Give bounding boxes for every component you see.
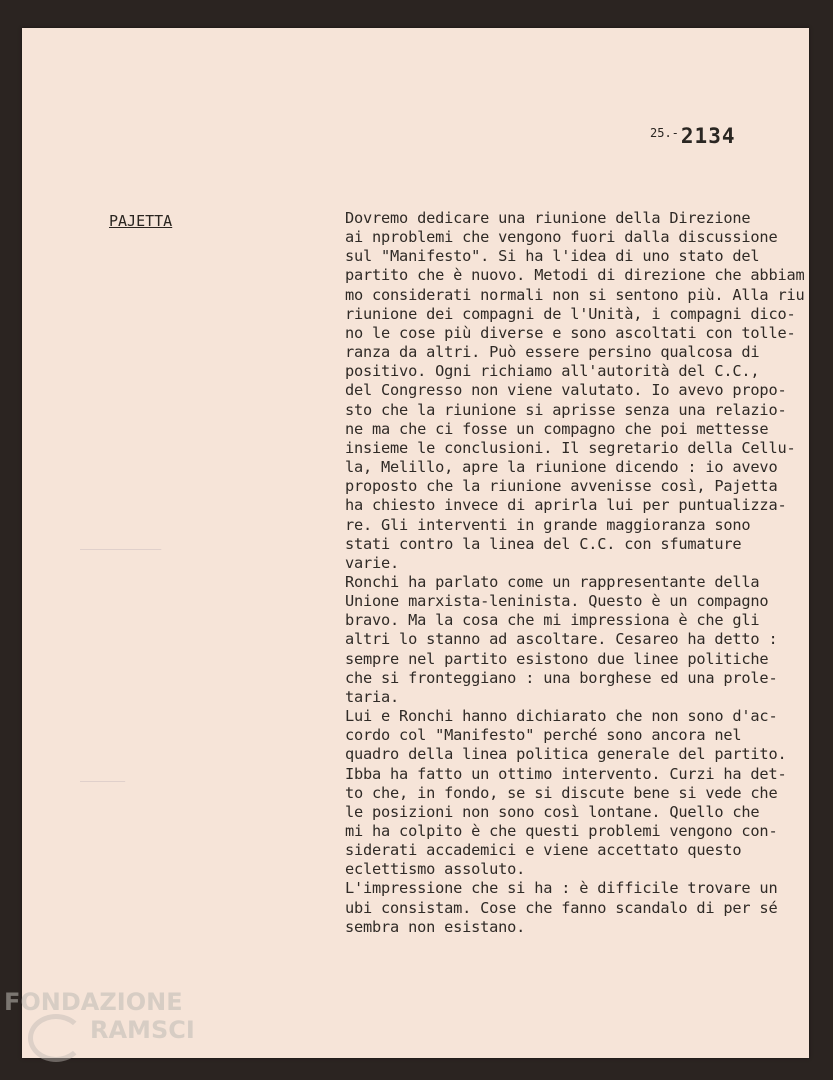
text-line: sto che la riunione si aprisse senza una relazio-: [345, 400, 787, 419]
text-line: eclettismo assoluto.: [345, 860, 526, 879]
bleed-through-heading: [80, 534, 161, 552]
text-line: la, Melillo, apre la riunione dicendo : io avevo: [345, 458, 778, 477]
text-line: del Congresso non viene valutato. Io avevo propo-: [345, 381, 787, 400]
watermark-line-2: RAMSCI: [90, 1016, 195, 1044]
text-line: L'impressione che si ha : è difficile trovare un: [345, 879, 778, 898]
text-line: positivo. Ogni richiamo all'autorità del C.C.,: [345, 362, 760, 381]
text-line: taria.: [345, 687, 400, 706]
text-line: ubi consistam. Cose che fanno scandalo di per sé: [345, 898, 778, 917]
text-line: quadro della linea politica generale del partito.: [345, 745, 787, 764]
text-line: re. Gli interventi in grande maggioranza sono: [345, 515, 751, 534]
text-line: le posizioni non sono così lontane. Quello che: [345, 802, 760, 821]
text-line: sempre nel partito esistono due linee politiche: [345, 649, 769, 668]
watermark-line-1: FONDAZIONE: [4, 988, 183, 1016]
text-line: ai nproblemi che vengono fuori dalla discussione: [345, 228, 778, 247]
text-line: mi ha colpito è che questi problemi vengono con-: [345, 822, 778, 840]
text-line: to che, in fondo, se si discute bene si vede che: [345, 783, 778, 802]
text-line: varie.: [345, 553, 400, 572]
text-line: proposto che la riunione avvenisse così, Pajetta: [345, 477, 778, 496]
text-line: Lui e Ronchi hanno dichiarato che non sono d'ac-: [345, 707, 778, 726]
text-line: ne ma che ci fosse un compagno che poi mettesse: [345, 419, 769, 438]
text-line: riunione dei compagni de l'Unità, i compagni dico-: [345, 304, 796, 323]
text-line: ranza da altri. Può essere persino qualcosa di: [345, 343, 760, 362]
text-line: che si fronteggiano : una borghese ed una prole-: [345, 668, 778, 687]
page-number-value: 2134: [680, 124, 736, 148]
text-line: bravo. Ma la cosa che mi impressiona è che gli: [345, 611, 760, 630]
text-line: Ibba ha fatto un ottimo intervento. Curzi ha det-: [345, 764, 787, 783]
bleed-through-heading: [80, 766, 125, 784]
text-line: partito che è nuovo. Metodi di direzione che abbiam: [345, 266, 805, 285]
text-line: siderati accademici e viene accettato questo: [345, 841, 742, 860]
page-number-prefix: 25.-: [650, 126, 679, 140]
text-line: mo considerati normali non si sentono più. Alla riu: [345, 285, 805, 304]
document-page: [22, 28, 809, 1058]
text-line: cordo col "Manifesto" perché sono ancora nel: [345, 726, 742, 745]
text-line: ha chiesto invece di aprirla lui per puntualizza-: [345, 496, 787, 515]
text-line: no le cose più diverse e sono ascoltati con tolle-: [345, 323, 796, 342]
text-line: stati contro la linea del C.C. con sfumature: [345, 534, 742, 553]
text-line: altri lo stanno ad ascoltare. Cesareo ha detto :: [345, 630, 778, 649]
text-line: sembra non esistano.: [345, 917, 526, 936]
text-line: Unione marxista-leninista. Questo è un compagno: [345, 592, 769, 611]
speech-text: [345, 209, 809, 937]
text-line: Ronchi ha parlato come un rappresentante della: [345, 572, 760, 591]
page-number: [650, 124, 735, 148]
fondazione-gramsci-watermark: [2, 988, 212, 1068]
watermark-g-logo: [28, 1014, 84, 1062]
text-line: Dovremo dedicare una riunione della Direzione: [345, 209, 751, 227]
speaker-name: PAJETTA: [109, 212, 173, 230]
text-line: insieme le conclusioni. Il segretario della Cellu-: [345, 438, 796, 457]
text-line: sul "Manifesto". Si ha l'idea di uno stato del: [345, 247, 760, 266]
